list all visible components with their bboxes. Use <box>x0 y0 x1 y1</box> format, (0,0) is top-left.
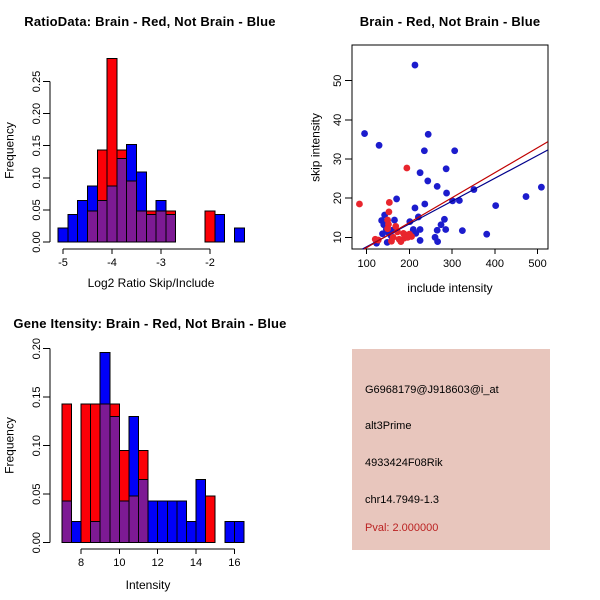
scatter-point-blue <box>393 196 400 203</box>
scatter-point-blue <box>523 193 530 200</box>
ratio-histogram-ylabel: Frequency <box>2 122 17 179</box>
panel-intensity-scatter <box>300 0 600 300</box>
scatter-point-blue <box>417 169 424 176</box>
histogram-bar-overlap <box>62 501 72 543</box>
histogram-bar-red <box>81 404 91 543</box>
histogram-bar-overlap <box>88 211 98 242</box>
histogram-bar-blue <box>71 521 81 542</box>
scatter-point-blue <box>424 178 431 185</box>
y-tick-label: 10 <box>332 231 344 244</box>
histogram-bar-overlap <box>117 159 127 242</box>
scatter-point-blue <box>421 147 428 154</box>
histogram-bar-blue <box>158 501 168 543</box>
x-tick-label: 100 <box>357 258 376 270</box>
panel-gene-info <box>300 300 600 600</box>
scatter-point-blue <box>451 147 458 154</box>
ratio-histogram-plot <box>0 0 300 300</box>
histogram-bar-blue <box>78 200 88 242</box>
scatter-point-blue <box>492 202 499 209</box>
y-tick-label: 0.15 <box>31 134 43 157</box>
y-tick-label: 0.05 <box>31 199 43 221</box>
histogram-bar-red <box>205 211 215 242</box>
y-tick-label: 0.20 <box>31 337 43 360</box>
histogram-bar-overlap <box>107 186 117 242</box>
scatter-point-blue <box>376 142 383 149</box>
scatter-point-blue <box>443 190 450 197</box>
histogram-bar-blue <box>58 228 68 242</box>
panel-gene-intensity-histogram <box>0 300 300 600</box>
probe-id-text: G6968179@J918603@i_at <box>365 384 499 396</box>
gene-histogram-ylabel: Frequency <box>2 417 17 474</box>
histogram-bar-blue <box>196 480 206 543</box>
location-text: chr14.7949-1.3 <box>365 494 439 506</box>
y-tick-label: 0.00 <box>31 531 43 554</box>
gene-info-box <box>352 349 550 550</box>
y-tick-label: 0.10 <box>31 167 43 189</box>
y-tick-label: 20 <box>332 192 344 205</box>
scatter-point-blue <box>425 131 432 138</box>
scatter-point-blue <box>443 165 450 172</box>
gene-name-text: 4933424F08Rik <box>365 457 443 469</box>
scatter-plot <box>300 0 600 300</box>
histogram-bar-overlap <box>100 404 110 543</box>
x-tick-label: 16 <box>228 557 241 569</box>
histogram-bar-blue <box>167 501 177 543</box>
scatter-point-blue <box>442 226 449 233</box>
histogram-bar-overlap <box>97 200 107 242</box>
ratio-histogram-title: RatioData: Brain - Red, Not Brain - Blue <box>24 14 276 29</box>
scatter-point-blue <box>421 201 428 208</box>
histogram-bar-blue <box>148 501 158 543</box>
scatter-point-blue <box>361 130 368 137</box>
scatter-point-red <box>388 238 395 245</box>
gene-histogram-title: Gene Itensity: Brain - Red, Not Brain - Blue <box>13 316 287 331</box>
panel-ratio-histogram <box>0 0 300 300</box>
histogram-bar-blue <box>215 214 225 242</box>
histogram-bar-overlap <box>91 521 101 542</box>
x-tick-label: -2 <box>205 257 215 269</box>
histogram-bar-blue <box>234 521 244 542</box>
scatter-point-blue <box>434 238 441 245</box>
scatter-point-red <box>386 208 393 215</box>
scatter-title: Brain - Red, Not Brain - Blue <box>359 14 541 29</box>
histogram-bar-overlap <box>127 181 137 242</box>
scatter-point-blue <box>459 227 466 234</box>
ratio-histogram-xlabel: Log2 Ratio Skip/Include <box>87 276 215 290</box>
y-tick-label: 0.25 <box>31 70 43 93</box>
scatter-point-blue <box>538 184 545 191</box>
histogram-bar-overlap <box>119 501 129 543</box>
histogram-bar-overlap <box>137 211 147 242</box>
histogram-bar-overlap <box>166 214 176 242</box>
x-tick-label: -4 <box>107 257 117 269</box>
scatter-point-red <box>356 201 363 208</box>
x-tick-label: 14 <box>189 557 203 569</box>
x-tick-label: 400 <box>485 258 505 270</box>
histogram-bar-blue <box>225 521 235 542</box>
scatter-point-blue <box>434 183 441 190</box>
histogram-bar-overlap <box>146 214 156 242</box>
scatter-point-blue <box>391 217 398 224</box>
pval-text: Pval: 2.000000 <box>365 522 439 534</box>
splice-type-text: alt3Prime <box>365 420 412 432</box>
y-tick-label: 0.20 <box>31 102 43 125</box>
scatter-point-blue <box>417 237 424 244</box>
scatter-point-red <box>386 199 393 206</box>
scatter-point-red <box>403 165 410 172</box>
scatter-point-blue <box>379 230 386 237</box>
histogram-bar-blue <box>235 228 245 242</box>
scatter-ylabel: skip intensity <box>308 113 323 182</box>
x-tick-label: 200 <box>400 258 419 270</box>
gene-histogram-xlabel: Intensity <box>125 578 171 592</box>
scatter-point-blue <box>412 205 419 212</box>
histogram-bar-blue <box>177 501 187 543</box>
fit-line-red <box>364 142 548 249</box>
x-tick-label: 10 <box>113 557 126 569</box>
y-tick-label: 0.15 <box>31 386 43 408</box>
y-tick-label: 40 <box>332 113 344 126</box>
x-tick-label: 12 <box>151 557 164 569</box>
histogram-bar-overlap <box>129 496 139 543</box>
y-tick-label: 30 <box>332 152 344 166</box>
gene-histogram-plot <box>0 300 300 600</box>
scatter-point-blue <box>434 227 441 234</box>
scatter-point-blue <box>483 231 490 238</box>
histogram-bar-overlap <box>156 211 166 242</box>
y-tick-label: 0.05 <box>31 483 43 505</box>
histogram-bar-red <box>206 496 216 543</box>
histogram-bar-overlap <box>110 417 120 543</box>
histogram-bar-blue <box>68 214 78 242</box>
scatter-point-red <box>384 225 391 232</box>
x-tick-label: 300 <box>442 258 462 270</box>
histogram-bar-overlap <box>139 480 149 543</box>
x-tick-label: 8 <box>77 557 85 569</box>
y-tick-label: 50 <box>332 74 344 87</box>
y-tick-label: 0.10 <box>31 434 43 457</box>
x-tick-label: -5 <box>58 257 68 269</box>
x-tick-label: 500 <box>528 258 547 270</box>
scatter-point-blue <box>412 62 419 69</box>
scatter-xlabel: include intensity <box>407 281 493 295</box>
y-tick-label: 0.00 <box>31 231 43 253</box>
histogram-bar-blue <box>186 521 196 542</box>
x-tick-label: -3 <box>156 257 166 269</box>
scatter-point-red <box>404 234 411 241</box>
